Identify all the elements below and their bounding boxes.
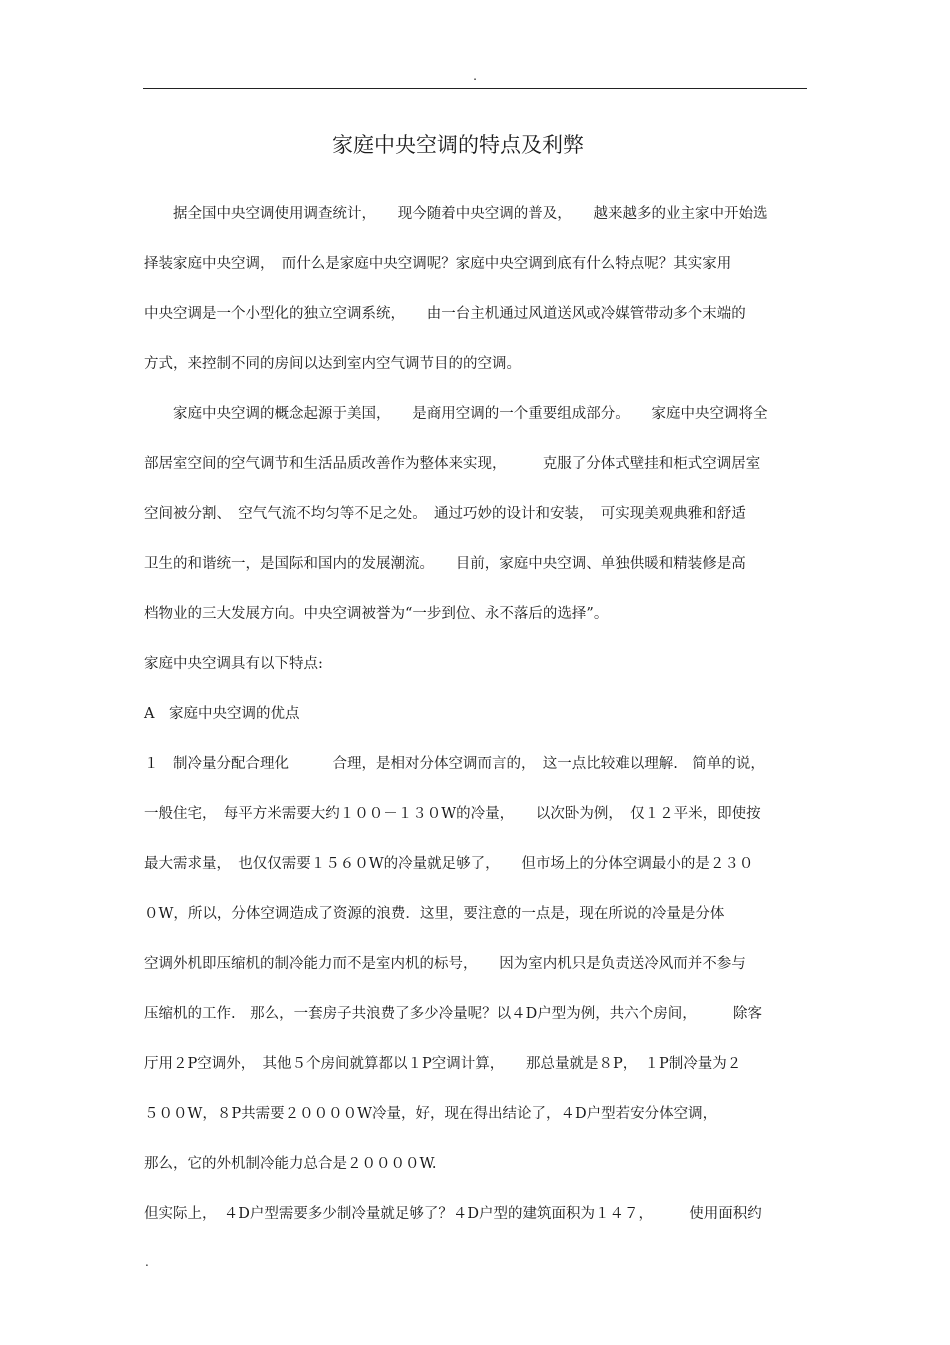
section-heading: A 家庭中央空调的优点	[144, 706, 300, 722]
text-line: １ 制冷量分配合理化 合理，是相对分体空调而言的， 这一点比较难以理解. 简单的说，	[144, 756, 765, 772]
header-dot: .	[473, 69, 477, 83]
text-line: 择装家庭中央空调， 而什么是家庭中央空调呢？家庭中央空调到底有什么特点呢？其实家用	[144, 256, 732, 272]
text-line: ０W，所以，分体空调造成了资源的浪费．这里，要注意的一点是，现在所说的冷量是分体	[144, 906, 725, 922]
text-line: 压缩机的工作. 那么，一套房子共浪费了多少冷量呢？以４D户型为例，共六个房间， 除客	[144, 1006, 762, 1022]
text-line: 最大需求量， 也仅仅需要１５６０W的冷量就足够了， 但市场上的分体空调最小的是２３０	[144, 856, 754, 872]
text-line: 空调外机即压缩机的制冷能力而不是室内机的标号， 因为室内机只是负责送冷风而并不参与	[144, 956, 746, 972]
text-line: 部居室空间的空气调节和生活品质改善作为整体来实现， 克服了分体式壁挂和柜式空调居室	[144, 456, 761, 472]
text-line: 那么，它的外机制冷能力总合是２００００W.	[144, 1156, 437, 1172]
text-line: 卫生的和谐统一，是国际和国内的发展潮流。 目前，家庭中央空调、单独供暖和精装修是高	[144, 556, 746, 572]
text-line: 方式，来控制不同的房间以达到室内空气调节目的的空调。	[144, 356, 521, 372]
text-line: 档物业的三大发展方向。中央空调被誉为“一步到位、永不落后的选择”。	[144, 606, 609, 622]
text-line: 据全国中央空调使用调查统计， 现今随着中央空调的普及， 越来越多的业主家中开始选	[144, 206, 768, 222]
text-line: 家庭中央空调的概念起源于美国， 是商用空调的一个重要组成部分。 家庭中央空调将全	[144, 406, 768, 422]
text-line: 但实际上， ４D户型需要多少制冷量就足够了？４D户型的建筑面积为１４７， 使用面积约	[144, 1206, 762, 1222]
text-line: 厅用２P空调外， 其他５个房间就算都以１P空调计算， 那总量就是８P， １P制冷量为２	[144, 1056, 742, 1072]
text-line: 空间被分割、 空气气流不均匀等不足之处。 通过巧妙的设计和安装， 可实现美观典雅和舒适	[144, 506, 746, 522]
text-line: 中央空调是一个小型化的独立空调系统， 由一台主机通过风道送风或冷媒管带动多个末端的	[144, 306, 746, 322]
text-line: 家庭中央空调具有以下特点:	[144, 656, 323, 672]
text-line: 一般住宅， 每平方米需要大约１００－１３０W的冷量， 以次卧为例， 仅１２平米，即使按	[144, 806, 761, 822]
text-line: ５００W，８P共需要２００００W冷量，好，现在得出结论了，４D户型若安分体空调，	[144, 1106, 718, 1122]
header-rule	[143, 88, 807, 89]
page-title: 家庭中央空调的特点及利弊	[332, 133, 584, 157]
footer-dot: .	[145, 1255, 149, 1269]
